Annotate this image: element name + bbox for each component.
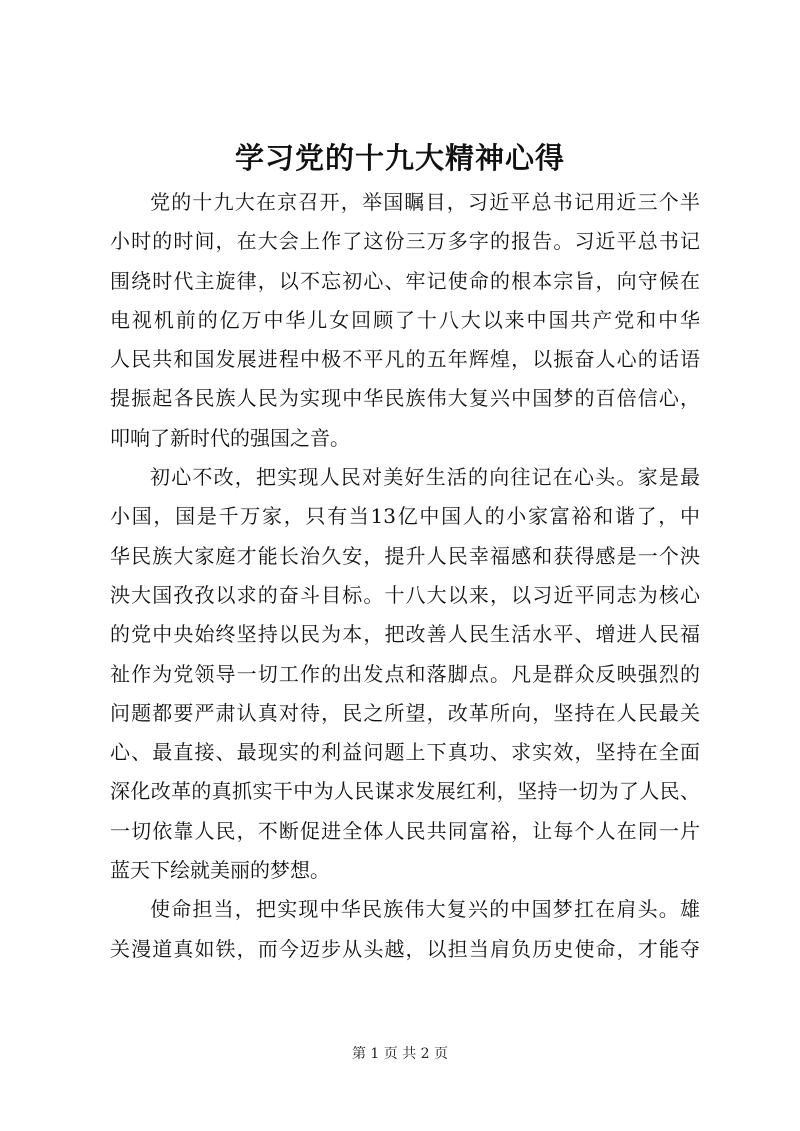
page-number-footer: 第 1 页 共 2 页 [351, 1046, 449, 1062]
paragraph-2 [110, 458, 700, 890]
text-line: 华民族大家庭才能长治久安，提升人民幸福感和获得感是一个泱 [110, 543, 700, 568]
text-line: 的党中央始终坚持以民为本，把改善人民生活水平、增进人民福 [110, 622, 700, 647]
text-line: 围绕时代主旋律，以不忘初心、牢记使命的根本宗旨，向守候在 [110, 268, 700, 293]
text-line: 心、最直接、最现实的利益问题上下真功、求实效，坚持在全面 [110, 740, 700, 765]
text-line: 电视机前的亿万中华儿女回顾了十八大以来中国共产党和中华 [110, 307, 700, 332]
paragraph-3 [110, 890, 700, 969]
text-line: 祉作为党领导一切工作的出发点和落脚点。凡是群众反映强烈的 [110, 661, 700, 686]
text-line: 一切依靠人民，不断促进全体人民共同富裕，让每个人在同一片 [110, 818, 700, 843]
text-line: 提振起各民族人民为实现中华民族伟大复兴中国梦的百倍信心， [110, 386, 700, 411]
text-line: 人民共和国发展进程中极不平凡的五年辉煌，以振奋人心的话语 [110, 347, 700, 372]
text-line: 关漫道真如铁，而今迈步从头越，以担当肩负历史使命，才能夺 [110, 936, 700, 961]
text-line: 使命担当，把实现中华民族伟大复兴的中国梦扛在肩头。雄 [150, 897, 700, 922]
text-line: 蓝天下绘就美丽的梦想。 [110, 858, 330, 883]
text-line: 小时的时间，在大会上作了这份三万多字的报告。习近平总书记 [110, 229, 700, 254]
text-line: 泱大国孜孜以求的奋斗目标。十八大以来，以习近平同志为核心 [110, 582, 700, 607]
document-body [110, 183, 700, 969]
document-title: 学习党的十九大精神心得 [234, 141, 565, 175]
paragraph-1 [110, 183, 700, 458]
text-line: 初心不改，把实现人民对美好生活的向往记在心头。家是最 [150, 465, 700, 490]
text-line: 小国，国是千万家，只有当13亿中国人的小家富裕和谐了，中 [110, 504, 700, 529]
text-line: 党的十九大在京召开，举国瞩目，习近平总书记用近三个半 [150, 190, 700, 214]
text-line: 叩响了新时代的强国之音。 [110, 425, 350, 450]
text-line: 问题都要严肃认真对待，民之所望，改革所向，坚持在人民最关 [110, 700, 700, 725]
text-line: 深化改革的真抓实干中为人民谋求发展红利，坚持一切为了人民、 [110, 779, 700, 804]
